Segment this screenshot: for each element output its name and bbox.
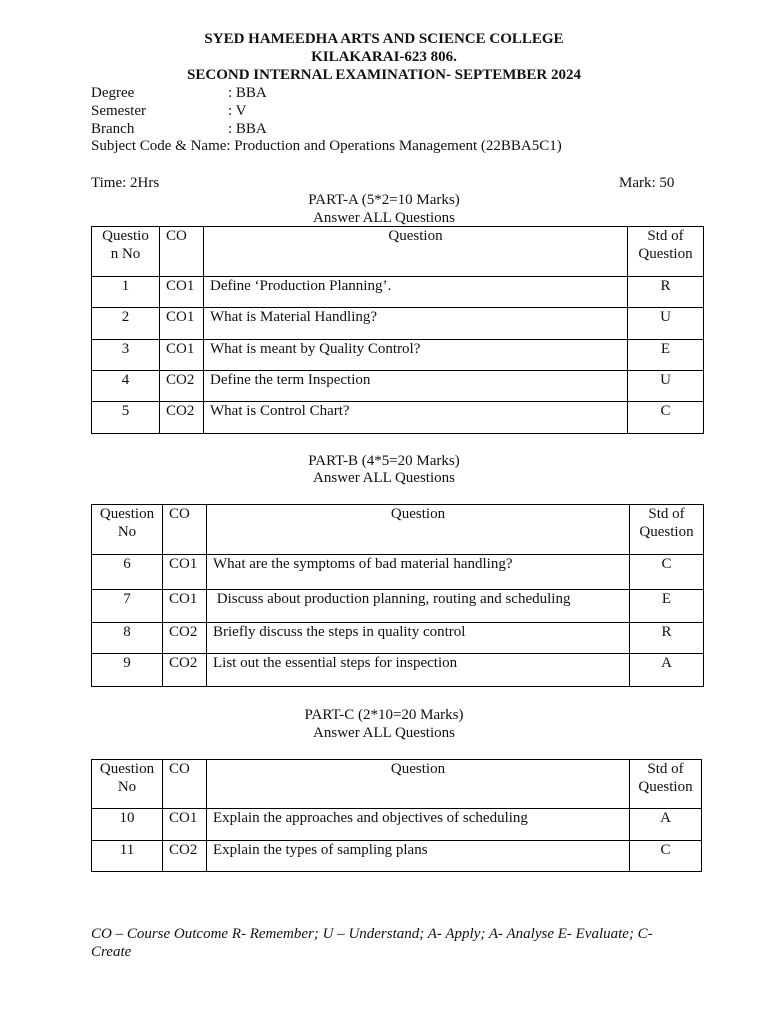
question-no: 7	[92, 590, 163, 623]
question-no: 5	[92, 402, 160, 434]
course-outcome: CO1	[160, 277, 204, 308]
question-no: 6	[92, 555, 163, 590]
footnote-legend: CO – Course Outcome R- Remember; U – Understand; A- Apply; A- Analyse E- Evaluate; C- Create	[91, 926, 653, 960]
table-header-row	[92, 760, 702, 809]
question-text: What is meant by Quality Control?	[204, 340, 628, 371]
table-row	[92, 590, 704, 623]
col-question: Question	[204, 227, 628, 277]
part-a-instruction: Answer ALL Questions	[313, 210, 455, 226]
question-no: 4	[92, 371, 160, 402]
course-outcome: CO2	[163, 654, 207, 687]
branch-value: : BBA	[228, 121, 267, 137]
question-no: 11	[92, 841, 163, 872]
question-no: 1	[92, 277, 160, 308]
table-row	[92, 809, 702, 841]
question-text: Briefly discuss the steps in quality control	[207, 623, 630, 654]
course-outcome: CO2	[160, 371, 204, 402]
course-outcome: CO1	[163, 809, 207, 841]
col-std: Std of Question	[630, 760, 702, 809]
course-outcome: CO1	[163, 555, 207, 590]
question-std: C	[628, 402, 704, 434]
question-std: E	[628, 340, 704, 371]
table-header-row	[92, 505, 704, 555]
course-outcome: CO1	[160, 308, 204, 340]
part-b-table	[91, 504, 704, 687]
part-c-instruction: Answer ALL Questions	[313, 725, 455, 741]
table-row	[92, 277, 704, 308]
question-text: Define the term Inspection	[204, 371, 628, 402]
question-text: Define ‘Production Planning’.	[204, 277, 628, 308]
part-c-title: PART-C (2*10=20 Marks)	[304, 707, 464, 723]
question-no: 10	[92, 809, 163, 841]
table-header-row	[92, 227, 704, 277]
table-row	[92, 371, 704, 402]
question-text: Explain the types of sampling plans	[207, 841, 630, 872]
col-std: Std of Question	[628, 227, 704, 277]
col-question: Question	[207, 760, 630, 809]
col-co: CO	[163, 505, 207, 555]
question-std: U	[628, 308, 704, 340]
question-std: A	[630, 654, 704, 687]
table-row	[92, 340, 704, 371]
question-text: List out the essential steps for inspection	[207, 654, 630, 687]
degree-label: Degree	[91, 85, 135, 101]
table-row	[92, 402, 704, 434]
table-row	[92, 841, 702, 872]
semester-value: : V	[228, 103, 247, 119]
course-outcome: CO2	[163, 841, 207, 872]
course-outcome: CO2	[163, 623, 207, 654]
question-text: Discuss about production planning, routing and scheduling	[207, 590, 630, 623]
branch-label: Branch	[91, 121, 135, 137]
part-c-table	[91, 759, 702, 872]
question-std: U	[628, 371, 704, 402]
part-b-instruction: Answer ALL Questions	[313, 470, 455, 486]
exam-title: SECOND INTERNAL EXAMINATION- SEPTEMBER 2024	[187, 67, 581, 83]
table-row	[92, 308, 704, 340]
question-no: 9	[92, 654, 163, 687]
exam-time: Time: 2Hrs	[91, 175, 160, 191]
college-place: KILAKARAI-623 806.	[311, 49, 457, 65]
semester-label: Semester	[91, 103, 146, 119]
question-text: What is Material Handling?	[204, 308, 628, 340]
course-outcome: CO1	[160, 340, 204, 371]
exam-mark: Mark: 50	[619, 175, 675, 191]
question-std: E	[630, 590, 704, 623]
table-row	[92, 623, 704, 654]
question-std: C	[630, 841, 702, 872]
question-std: R	[630, 623, 704, 654]
col-question-no: Question No	[92, 760, 163, 809]
col-question: Question	[207, 505, 630, 555]
part-a-title: PART-A (5*2=10 Marks)	[308, 192, 460, 208]
course-outcome: CO2	[160, 402, 204, 434]
question-no: 8	[92, 623, 163, 654]
part-a-table	[91, 226, 704, 434]
col-question-no: Question No	[92, 505, 163, 555]
col-question-no: Questio n No	[92, 227, 160, 277]
subject-line: Subject Code & Name: Production and Operations Management (22BBA5C1)	[91, 138, 562, 154]
table-row	[92, 654, 704, 687]
question-std: C	[630, 555, 704, 590]
col-co: CO	[160, 227, 204, 277]
question-no: 2	[92, 308, 160, 340]
college-name: SYED HAMEEDHA ARTS AND SCIENCE COLLEGE	[204, 31, 564, 47]
question-std: A	[630, 809, 702, 841]
degree-value: : BBA	[228, 85, 267, 101]
question-text: What is Control Chart?	[204, 402, 628, 434]
col-co: CO	[163, 760, 207, 809]
table-row	[92, 555, 704, 590]
question-std: R	[628, 277, 704, 308]
question-text: Explain the approaches and objectives of scheduling	[207, 809, 630, 841]
col-std: Std of Question	[630, 505, 704, 555]
part-b-title: PART-B (4*5=20 Marks)	[308, 453, 460, 469]
question-no: 3	[92, 340, 160, 371]
question-text: What are the symptoms of bad material handling?	[207, 555, 630, 590]
course-outcome: CO1	[163, 590, 207, 623]
